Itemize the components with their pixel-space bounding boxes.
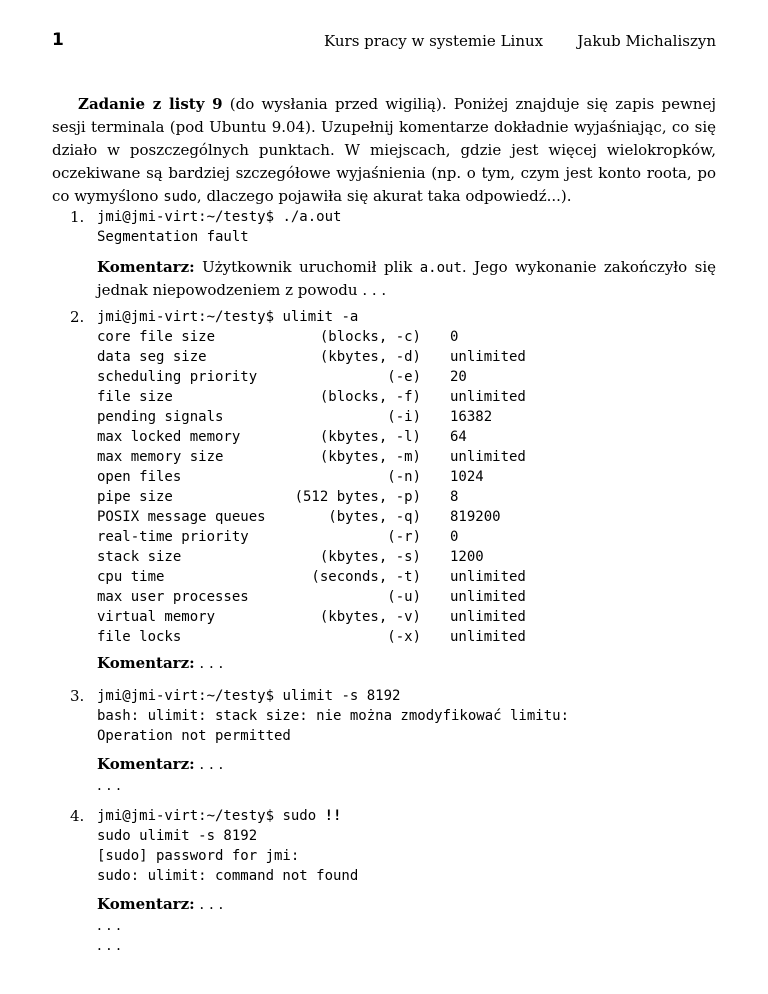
ulimit-row bbox=[97, 467, 716, 487]
terminal-command bbox=[97, 207, 716, 227]
ulimit-value: 64 bbox=[450, 429, 467, 445]
comment-text: . . . bbox=[194, 895, 224, 913]
ulimit-value: 0 bbox=[450, 329, 459, 345]
ulimit-value: unlimited bbox=[450, 449, 526, 465]
placeholder-dots: . . . bbox=[97, 936, 121, 954]
ulimit-unit: (kbytes, -s) bbox=[319, 549, 421, 565]
ulimit-row bbox=[97, 387, 716, 407]
terminal-output: [sudo] password for jmi: bbox=[97, 848, 300, 864]
ulimit-name: core file size bbox=[97, 329, 216, 345]
item-number: 2. bbox=[70, 308, 85, 326]
ulimit-unit: (bytes, -q) bbox=[328, 509, 421, 525]
comment-text-1: Użytkownik uruchomił plik bbox=[194, 258, 420, 276]
placeholder-dots: . . . bbox=[97, 916, 121, 934]
intro-sudo: sudo bbox=[163, 189, 197, 205]
item-number: 4. bbox=[70, 807, 85, 825]
ulimit-row bbox=[97, 487, 716, 507]
ulimit-row bbox=[97, 627, 716, 647]
ulimit-row bbox=[97, 527, 716, 547]
terminal-command bbox=[97, 307, 716, 327]
ulimit-row bbox=[97, 327, 716, 347]
terminal-output: Segmentation fault bbox=[97, 229, 249, 245]
ulimit-value: 16382 bbox=[450, 409, 493, 425]
shell-prompt: jmi@jmi-virt:~/testy$ bbox=[97, 808, 283, 824]
ulimit-name: max user processes bbox=[97, 589, 249, 605]
terminal-command bbox=[97, 806, 716, 826]
ulimit-name: cpu time bbox=[97, 569, 165, 585]
comment-filename: a.out bbox=[419, 260, 462, 276]
ulimit-unit: (-x) bbox=[387, 629, 421, 645]
comment bbox=[97, 652, 716, 674]
ulimit-row bbox=[97, 407, 716, 427]
ulimit-name: file locks bbox=[97, 629, 182, 645]
comment bbox=[97, 753, 716, 775]
shell-prompt: jmi@jmi-virt:~/testy$ bbox=[97, 209, 283, 225]
ulimit-unit: (kbytes, -l) bbox=[319, 429, 421, 445]
command-text: ulimit -a bbox=[282, 309, 359, 325]
ulimit-value: unlimited bbox=[450, 389, 526, 405]
page-number: 1 bbox=[52, 30, 64, 50]
ulimit-row bbox=[97, 567, 716, 587]
ulimit-value: 8 bbox=[450, 489, 459, 505]
ulimit-unit: (blocks, -c) bbox=[319, 329, 421, 345]
intro-text-1: (do wysłania przed wigilią). Poniżej znajduje się zapis pewnej sesji terminala (pod Ubuntu 9.04). Uzupełnij komentarze dokładnie wyjaśniając, co się działo w poszczególnych punktach. W miejscach, gdzie jest więcej wielokropków, oczekiwane są bardziej szczegółowe wyjaśnienia (np. o tym, czym jest konto roota, po co wymyślono bbox=[52, 95, 716, 205]
ulimit-name: POSIX message queues bbox=[97, 509, 266, 525]
task-description bbox=[52, 93, 716, 209]
comment bbox=[97, 893, 716, 915]
ulimit-row bbox=[97, 347, 716, 367]
comment bbox=[97, 256, 716, 301]
command-text: sudo bbox=[282, 808, 325, 824]
ulimit-name: stack size bbox=[97, 549, 182, 565]
item-number: 1. bbox=[70, 208, 85, 226]
command-text: ./a.out bbox=[282, 209, 342, 225]
task-heading: Zadanie z listy 9 bbox=[78, 95, 223, 113]
comment-label: Komentarz: bbox=[97, 755, 195, 773]
ulimit-name: open files bbox=[97, 469, 182, 485]
ulimit-value: unlimited bbox=[450, 609, 526, 625]
ulimit-unit: (512 bytes, -p) bbox=[294, 489, 421, 505]
ulimit-row bbox=[97, 367, 716, 387]
comment-text: . . . bbox=[194, 654, 224, 672]
ulimit-value: 1200 bbox=[450, 549, 484, 565]
ulimit-name: real-time priority bbox=[97, 529, 249, 545]
ulimit-value: unlimited bbox=[450, 589, 526, 605]
ulimit-unit: (kbytes, -m) bbox=[319, 449, 421, 465]
comment-label: Komentarz: bbox=[97, 895, 195, 913]
ulimit-name: max memory size bbox=[97, 449, 224, 465]
terminal-output: sudo ulimit -s 8192 bbox=[97, 828, 258, 844]
ulimit-name: data seg size bbox=[97, 349, 207, 365]
item-number: 3. bbox=[70, 687, 85, 705]
ulimit-value: unlimited bbox=[450, 349, 526, 365]
terminal-command bbox=[97, 686, 716, 706]
ulimit-row bbox=[97, 507, 716, 527]
placeholder-dots: . . . bbox=[97, 776, 121, 794]
comment-text-2: . Jego wykonanie zakończyło się jednak niepowodzeniem z powodu . . . bbox=[97, 258, 716, 299]
ulimit-value: 1024 bbox=[450, 469, 484, 485]
ulimit-name: pipe size bbox=[97, 489, 173, 505]
comment-label: Komentarz: bbox=[97, 258, 195, 276]
ulimit-row bbox=[97, 587, 716, 607]
running-author: Jakub Michaliszyn bbox=[577, 32, 716, 50]
comment-label: Komentarz: bbox=[97, 654, 195, 672]
comment-text: . . . bbox=[194, 755, 224, 773]
shell-prompt: jmi@jmi-virt:~/testy$ bbox=[97, 688, 283, 704]
ulimit-value: 0 bbox=[450, 529, 459, 545]
ulimit-value: unlimited bbox=[450, 629, 526, 645]
terminal-output: bash: ulimit: stack size: nie można zmodyfikować limitu: bbox=[97, 708, 570, 724]
ulimit-unit: (seconds, -t) bbox=[311, 569, 421, 585]
ulimit-unit: (-n) bbox=[387, 469, 421, 485]
ulimit-value: unlimited bbox=[450, 569, 526, 585]
ulimit-unit: (kbytes, -v) bbox=[319, 609, 421, 625]
ulimit-value: 819200 bbox=[450, 509, 501, 525]
command-text: ulimit -s 8192 bbox=[282, 688, 401, 704]
intro-text-2: , dlaczego pojawiła się akurat taka odpowiedź...). bbox=[196, 187, 572, 205]
ulimit-row bbox=[97, 607, 716, 627]
ulimit-name: file size bbox=[97, 389, 173, 405]
ulimit-unit: (-r) bbox=[387, 529, 421, 545]
ulimit-row bbox=[97, 447, 716, 467]
terminal-output: sudo: ulimit: command not found bbox=[97, 868, 359, 884]
shell-prompt: jmi@jmi-virt:~/testy$ bbox=[97, 309, 283, 325]
ulimit-output bbox=[97, 327, 716, 647]
ulimit-value: 20 bbox=[450, 369, 467, 385]
ulimit-unit: (-u) bbox=[387, 589, 421, 605]
history-expansion: !! bbox=[324, 808, 342, 824]
ulimit-name: max locked memory bbox=[97, 429, 241, 445]
page-header bbox=[52, 30, 716, 56]
ulimit-unit: (-e) bbox=[387, 369, 421, 385]
ulimit-row bbox=[97, 427, 716, 447]
running-title: Kurs pracy w systemie Linux bbox=[324, 32, 544, 50]
ulimit-row bbox=[97, 547, 716, 567]
ulimit-name: pending signals bbox=[97, 409, 224, 425]
ulimit-unit: (-i) bbox=[387, 409, 421, 425]
ulimit-name: virtual memory bbox=[97, 609, 216, 625]
ulimit-name: scheduling priority bbox=[97, 369, 258, 385]
ulimit-unit: (blocks, -f) bbox=[319, 389, 421, 405]
ulimit-unit: (kbytes, -d) bbox=[319, 349, 421, 365]
terminal-output: Operation not permitted bbox=[97, 728, 291, 744]
